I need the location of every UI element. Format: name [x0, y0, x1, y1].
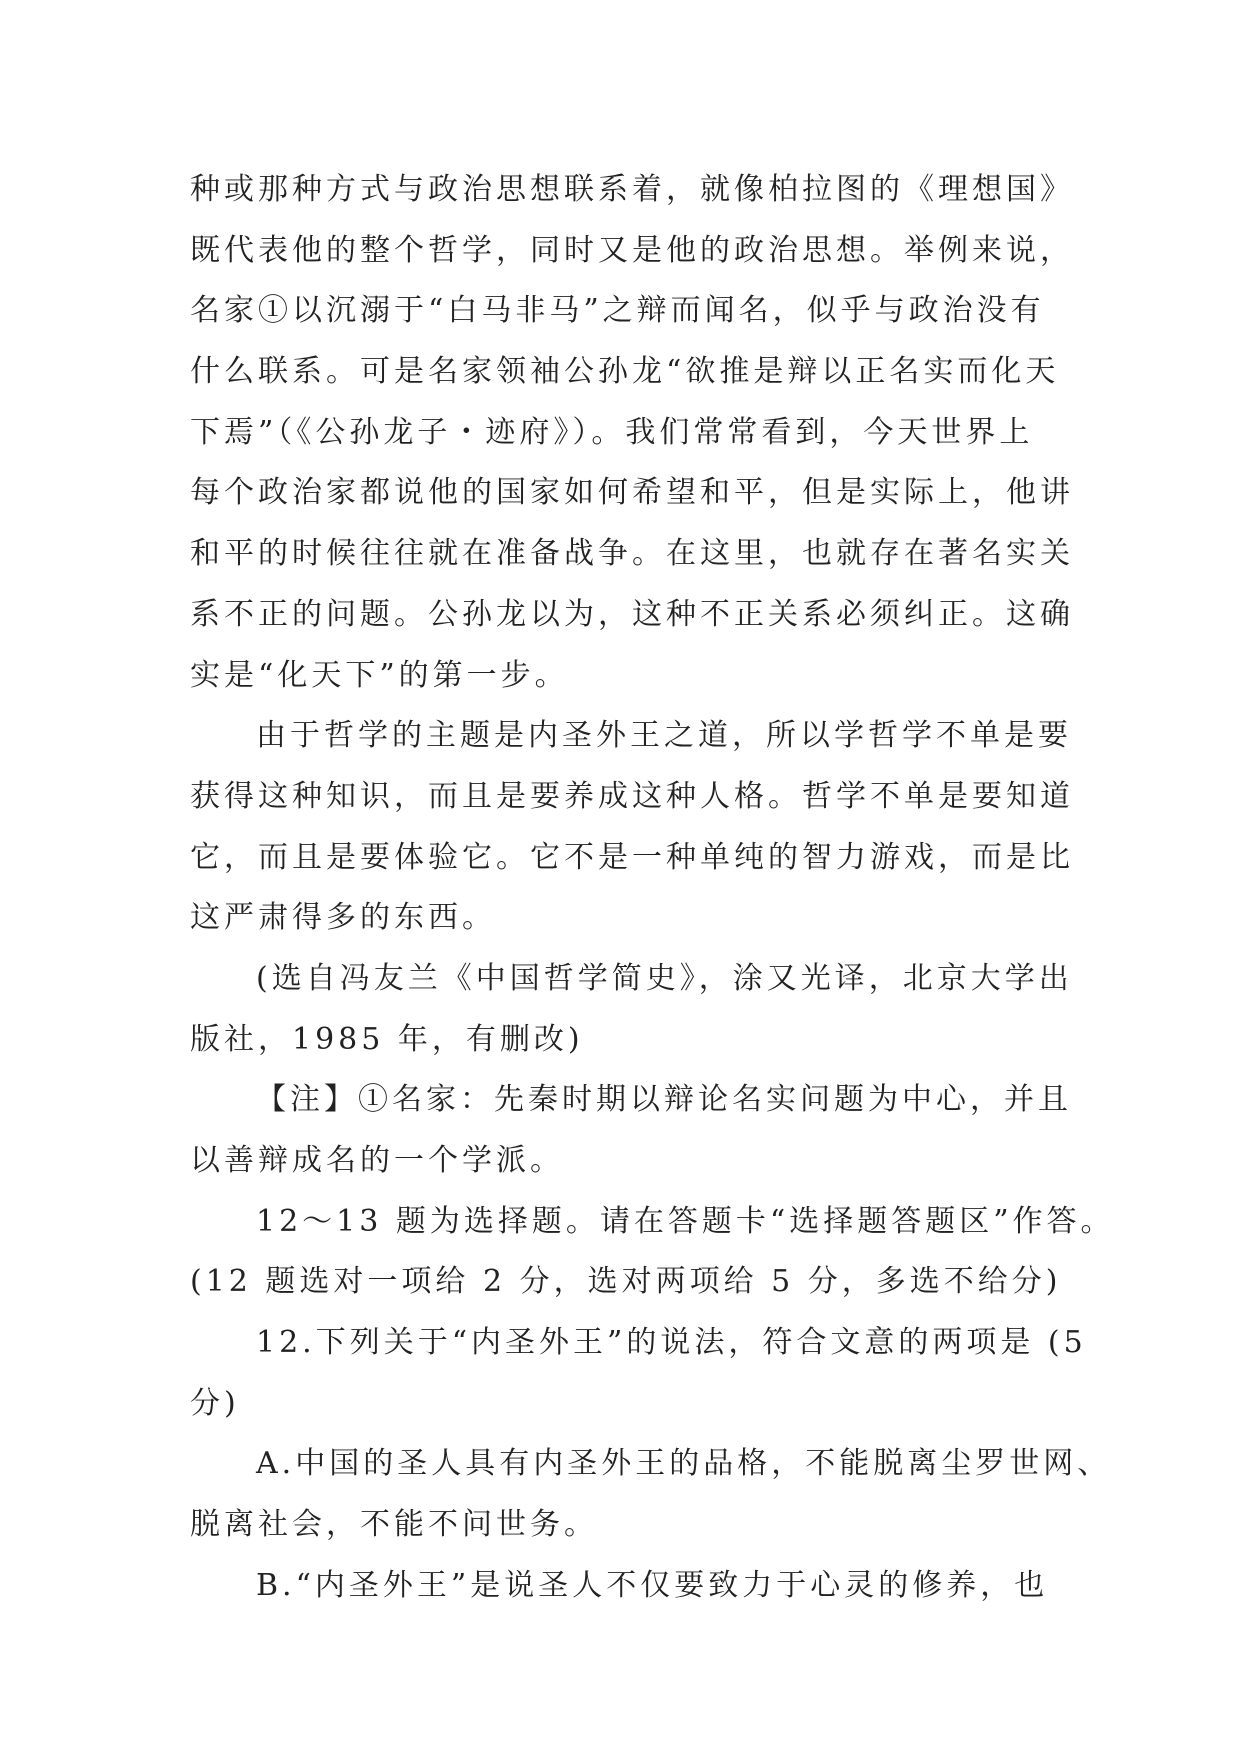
paragraph-start-line: 由于哲学的主题是内圣外王之道，所以学哲学不单是要 [256, 718, 1072, 754]
footnote-line: 【注】①名家：先秦时期以辩论名实问题为中心，并且 [256, 1082, 1072, 1118]
text-line: 既代表他的整个哲学，同时又是他的政治思想。举例来说， [190, 232, 1074, 268]
text-line: 名家①以沉溺于“白马非马”之辩而闻名，似乎与政治没有 [190, 293, 1045, 329]
question-line: 12.下列关于“内圣外王”的说法，符合文意的两项是 (5 [256, 1325, 1087, 1361]
text-line: 这严肃得多的东西。 [190, 900, 496, 936]
source-citation-line: (选自冯友兰《中国哲学简史》，涂又光译，北京大学出 [256, 960, 1073, 996]
text-line: 什么联系。可是名家领袖公孙龙“欲推是辩以正名实而化天 [190, 354, 1060, 390]
source-citation-line: 版社，1985 年，有删改) [190, 1021, 584, 1057]
footnote-line: 以善辩成名的一个学派。 [190, 1143, 564, 1178]
text-line: 实是“化天下”的第一步。 [190, 657, 569, 693]
option-a-line: 脱离社会，不能不问世务。 [190, 1507, 598, 1543]
text-line: 获得这种知识，而且是要养成这种人格。哲学不单是要知道 [190, 778, 1074, 814]
instruction-line: 12～13 题为选择题。请在答题卡“选择题答题区”作答。 [256, 1203, 1115, 1239]
document-body [190, 160, 1115, 1617]
text-line: 种或那种方式与政治思想联系着，就像柏拉图的《理想国》 [190, 172, 1074, 207]
text-line: 每个政治家都说他的国家如何希望和平，但是实际上，他讲 [190, 475, 1074, 511]
text-line: 下焉”（《公孙龙子・迹府》）。我们常常看到，今天世界上 [190, 414, 1034, 450]
instruction-line: (12 题选对一项给 2 分，选对两项给 5 分，多选不给分) [190, 1264, 1062, 1300]
question-line: 分) [190, 1385, 240, 1421]
option-a-line: A.中国的圣人具有内圣外王的品格，不能脱离尘罗世网、 [256, 1446, 1112, 1482]
text-line: 它，而且是要体验它。它不是一种单纯的智力游戏，而是比 [190, 839, 1074, 875]
text-line: 和平的时候往往就在准备战争。在这里，也就存在著名实关 [190, 536, 1074, 572]
text-line: 系不正的问题。公孙龙以为，这种不正关系必须纠正。这确 [190, 596, 1074, 632]
option-b-line: B.“内圣外王”是说圣人不仅要致力于心灵的修养，也 [256, 1567, 1049, 1603]
